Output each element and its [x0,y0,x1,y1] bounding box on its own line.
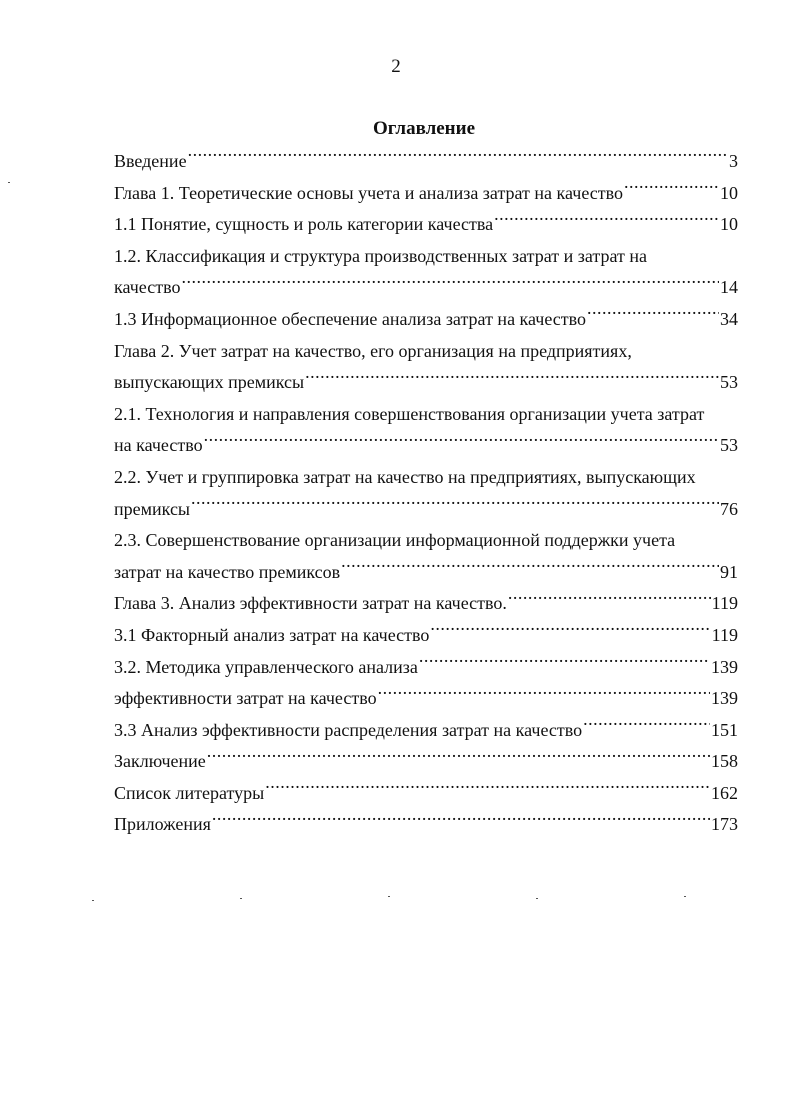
toc-entry-text-continued: затрат на качество премиксов [114,561,341,582]
toc-entry-1-3[interactable] [114,304,738,336]
leader-dots [378,686,710,704]
toc-entry-3-2[interactable] [114,652,738,684]
leader-dots [265,781,710,799]
leader-dots [305,370,719,388]
toc-entry-page: 151 [711,719,738,740]
toc-entry-text: 2.2. Учет и группировка затрат на качество на предприятиях, выпускающих [114,466,696,487]
toc-entry-page: 119 [711,624,738,645]
toc-entry-3-1[interactable] [114,620,738,652]
toc-entry-page: 162 [711,782,738,803]
leader-dots [508,591,711,609]
toc-entry-page: 53 [720,372,738,393]
toc-entry-page: 139 [711,656,738,677]
toc-entry-text: Введение [114,151,187,171]
toc-entry-text: 1.2. Классификация и структура производственных затрат и затрат на [114,245,647,266]
toc-entry-text: 3.3 Анализ эффективности распределения затрат на качество [114,719,583,740]
toc-entry-chapter-2[interactable] [114,336,738,368]
toc-entry-references[interactable] [114,778,738,810]
scan-artifact [536,898,538,899]
scan-artifact [92,900,94,901]
leader-dots [212,812,710,830]
leader-dots [419,655,710,673]
table-of-contents [114,146,738,841]
toc-entry-text: 1.3 Информационное обеспечение анализа затрат на качество [114,308,587,329]
toc-entry-text: Приложения [114,814,211,835]
toc-entry-2-3-continued[interactable] [114,557,738,589]
toc-entry-text: 1.1 Понятие, сущность и роль категории качества [114,214,494,235]
toc-entry-text-continued: выпускающих премиксы [114,372,305,393]
toc-entry-page: 34 [720,308,738,329]
toc-entry-chapter-2-continued[interactable] [114,367,738,399]
toc-entry-2-2[interactable] [114,462,738,494]
scan-artifact [388,896,390,897]
toc-entry-chapter-3[interactable] [114,588,738,620]
toc-entry-page: 173 [711,814,738,835]
toc-entry-page: 119 [711,593,738,614]
toc-entry-text: Глава 3. Анализ эффективности затрат на качество. [114,593,507,614]
page-number: 2 [391,56,401,77]
toc-entry-text: 2.3. Совершенствование организации информационной поддержки учета [114,530,676,551]
toc-entry-2-2-continued[interactable] [114,494,738,526]
toc-entry-text-continued: премиксы [114,498,191,519]
toc-entry-appendices[interactable] [114,809,738,841]
leader-dots [430,623,710,641]
scan-artifact [684,896,686,897]
toc-entry-1-1[interactable] [114,209,738,241]
toc-entry-introduction[interactable] [114,146,738,178]
leader-dots [587,307,719,325]
toc-entry-text: 2.1. Технология и направления совершенствования организации учета затрат [114,403,705,424]
toc-entry-1-2-continued[interactable] [114,272,738,304]
leader-dots [181,275,719,293]
leader-dots [188,149,728,167]
toc-entry-conclusion[interactable] [114,746,738,778]
leader-dots [494,212,719,230]
toc-entry-page: 76 [720,498,738,519]
leader-dots [204,433,719,451]
toc-entry-page: 10 [720,182,738,203]
toc-entry-3-2-continued[interactable] [114,683,738,715]
scan-artifact [240,898,242,899]
toc-entry-text: 3.1 Факторный анализ затрат на качество [114,624,430,645]
leader-dots [624,181,719,199]
toc-entry-chapter-1[interactable] [114,178,738,210]
leader-dots [207,749,710,767]
scan-artifact [8,182,10,183]
toc-entry-2-1-continued[interactable] [114,430,738,462]
toc-entry-page: 139 [711,688,738,709]
leader-dots [341,560,719,578]
toc-entry-text: 3.2. Методика управленческого анализа [114,656,418,677]
toc-entry-1-2[interactable] [114,241,738,273]
toc-entry-text: Глава 1. Теоретические основы учета и анализа затрат на качество [114,182,624,203]
toc-entry-text: эффективности затрат на качество [114,688,377,709]
leader-dots [583,718,710,736]
toc-entry-3-3[interactable] [114,715,738,747]
toc-entry-page: 158 [711,751,738,772]
toc-entry-page: 10 [720,214,738,235]
toc-entry-text: Глава 2. Учет затрат на качество, его организация на предприятиях, [114,340,632,361]
toc-entry-2-3[interactable] [114,525,738,557]
toc-title: Оглавление [372,118,476,139]
toc-entry-page: 53 [720,435,738,456]
toc-entry-text-continued: на качество [114,435,203,456]
toc-entry-page: 3 [729,151,738,171]
toc-entry-page: 91 [720,561,738,582]
leader-dots [191,497,719,515]
toc-entry-text: Список литературы [114,782,265,803]
toc-entry-page: 14 [720,277,738,298]
toc-entry-text: Заключение [114,751,206,772]
toc-entry-text-continued: качество [114,277,181,298]
toc-entry-2-1[interactable] [114,399,738,431]
